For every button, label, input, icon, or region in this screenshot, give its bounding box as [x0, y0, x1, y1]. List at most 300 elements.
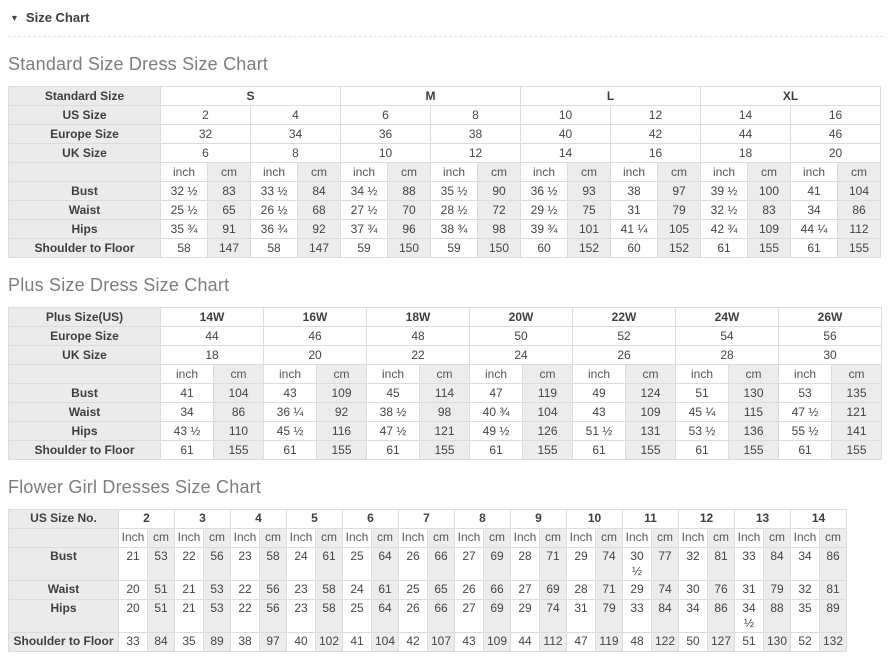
size-group-header: 11 [623, 510, 679, 529]
measurement-value: 92 [298, 220, 341, 239]
measurement-value: 119 [596, 633, 623, 652]
measurement-value: 114 [420, 384, 470, 403]
measurement-value: 20 [119, 581, 148, 600]
size-group-header: 20W [470, 308, 573, 327]
unit-cm-header: cm [626, 365, 676, 384]
measurement-value: 23 [287, 581, 316, 600]
measurement-value: 29 ½ [521, 201, 568, 220]
measurement-value: 59 [341, 239, 388, 258]
size-value: 46 [264, 327, 367, 346]
size-value: 2 [161, 106, 251, 125]
measurement-value: 112 [838, 220, 881, 239]
measurement-value: 104 [523, 403, 573, 422]
size-group-row [9, 510, 847, 529]
size-value: 38 [431, 125, 521, 144]
measurement-value: 58 [161, 239, 208, 258]
size-group-header: 12 [679, 510, 735, 529]
measurement-value: 27 [455, 548, 484, 581]
size-group-header: 7 [399, 510, 455, 529]
measurement-value: 84 [148, 633, 175, 652]
measurement-value: 109 [317, 384, 367, 403]
size-meta-row [9, 125, 881, 144]
row-label: Waist [9, 581, 119, 600]
measurement-value: 29 [511, 600, 540, 633]
measurement-value: 22 [175, 548, 204, 581]
row-label: Shoulder to Floor [9, 239, 161, 258]
measurement-value: 150 [388, 239, 431, 258]
size-value: 44 [161, 327, 264, 346]
measurement-value: 84 [298, 182, 341, 201]
unit-cm-header: cm [596, 529, 623, 548]
size-value: 24 [470, 346, 573, 365]
unit-cm-header: cm [838, 163, 881, 182]
measurement-value: 27 [511, 581, 540, 600]
measurement-value: 51 [735, 633, 764, 652]
measurement-value: 93 [568, 182, 611, 201]
size-value: 56 [779, 327, 882, 346]
unit-cm-header: cm [729, 365, 779, 384]
size-value: 36 [341, 125, 431, 144]
measurement-value: 65 [428, 581, 455, 600]
row-label-empty [9, 365, 161, 384]
measurement-value: 58 [316, 581, 343, 600]
measurement-value: 42 ¾ [701, 220, 748, 239]
size-value: 50 [470, 327, 573, 346]
measurement-value: 130 [764, 633, 791, 652]
size-value: 14 [701, 106, 791, 125]
measurement-value: 98 [478, 220, 521, 239]
measurement-value: 47 ½ [367, 422, 420, 441]
measurement-value: 61 [316, 548, 343, 581]
unit-row [9, 163, 881, 182]
measurement-value: 147 [298, 239, 341, 258]
measurement-value: 155 [523, 441, 573, 460]
row-label: Standard Size [9, 87, 161, 106]
size-group-header: 6 [343, 510, 399, 529]
flower-girl-chart-title: Flower Girl Dresses Size Chart [8, 477, 262, 497]
measurement-value: 88 [388, 182, 431, 201]
measurement-value: 53 ½ [676, 422, 729, 441]
measurement-value: 81 [708, 548, 735, 581]
measurement-value: 36 ½ [521, 182, 568, 201]
plus-size-section [8, 275, 883, 460]
measurement-value: 35 ¾ [161, 220, 208, 239]
measurement-value: 126 [523, 422, 573, 441]
measurement-value: 66 [484, 581, 511, 600]
measurement-value: 104 [372, 633, 399, 652]
unit-inch-header: Inch [399, 529, 428, 548]
flower-girl-chart-table [8, 509, 847, 652]
measurement-value: 31 [611, 201, 658, 220]
measurement-value: 97 [260, 633, 287, 652]
size-group-header: 14W [161, 308, 264, 327]
measurement-value: 22 [231, 581, 260, 600]
measurement-value: 141 [832, 422, 882, 441]
measurement-value: 116 [317, 422, 367, 441]
plus-size-chart-table [8, 307, 882, 460]
row-label: Waist [9, 403, 161, 422]
measurement-value: 155 [626, 441, 676, 460]
measurement-value: 86 [214, 403, 264, 422]
measurement-value: 147 [208, 239, 251, 258]
size-meta-row [9, 327, 882, 346]
measurement-value: 122 [652, 633, 679, 652]
measurement-value: 30 ½ [623, 548, 652, 581]
size-meta-row [9, 144, 881, 163]
measurement-value: 43 [573, 403, 626, 422]
size-value: 46 [791, 125, 881, 144]
measurement-value: 109 [484, 633, 511, 652]
measurement-row [9, 581, 847, 600]
measurement-value: 75 [568, 201, 611, 220]
unit-row [9, 529, 847, 548]
measurement-value: 136 [729, 422, 779, 441]
row-label: UK Size [9, 346, 161, 365]
unit-inch-header: Inch [287, 529, 316, 548]
size-value: 6 [161, 144, 251, 163]
row-label: Hips [9, 600, 119, 633]
measurement-value: 155 [214, 441, 264, 460]
measurement-value: 45 ½ [264, 422, 317, 441]
size-value: 52 [573, 327, 676, 346]
unit-cm-header: cm [148, 529, 175, 548]
measurement-value: 100 [748, 182, 791, 201]
unit-inch-header: Inch [455, 529, 484, 548]
measurement-value: 40 [287, 633, 316, 652]
measurement-value: 107 [428, 633, 455, 652]
measurement-value: 26 [399, 548, 428, 581]
measurement-row [9, 220, 881, 239]
unit-inch-header: inch [431, 163, 478, 182]
measurement-value: 34 ½ [341, 182, 388, 201]
measurement-value: 81 [820, 581, 847, 600]
measurement-row [9, 403, 882, 422]
measurement-value: 72 [478, 201, 521, 220]
measurement-value: 127 [708, 633, 735, 652]
size-value: 6 [341, 106, 431, 125]
measurement-value: 44 ¼ [791, 220, 838, 239]
measurement-value: 41 ¼ [611, 220, 658, 239]
measurement-value: 109 [748, 220, 791, 239]
unit-cm-header: cm [208, 163, 251, 182]
row-label: US Size No. [9, 510, 119, 529]
unit-inch-header: inch [161, 163, 208, 182]
row-label: Bust [9, 182, 161, 201]
measurement-value: 53 [204, 600, 231, 633]
unit-inch-header: inch [791, 163, 838, 182]
row-label: Bust [9, 548, 119, 581]
measurement-value: 43 [455, 633, 484, 652]
measurement-value: 152 [658, 239, 701, 258]
size-value: 20 [791, 144, 881, 163]
unit-inch-header: Inch [735, 529, 764, 548]
measurement-value: 32 ½ [161, 182, 208, 201]
measurement-value: 132 [820, 633, 847, 652]
size-value: 22 [367, 346, 470, 365]
measurement-value: 91 [208, 220, 251, 239]
size-group-header: 22W [573, 308, 676, 327]
measurement-value: 36 ¼ [264, 403, 317, 422]
measurement-value: 38 [611, 182, 658, 201]
measurement-value: 42 [399, 633, 428, 652]
measurement-value: 50 [679, 633, 708, 652]
size-value: 44 [701, 125, 791, 144]
measurement-value: 60 [521, 239, 568, 258]
measurement-value: 61 [573, 441, 626, 460]
row-label: Europe Size [9, 125, 161, 144]
measurement-value: 102 [316, 633, 343, 652]
measurement-value: 25 [343, 600, 372, 633]
measurement-value: 61 [372, 581, 399, 600]
unit-inch-header: inch [701, 163, 748, 182]
measurement-value: 61 [701, 239, 748, 258]
measurement-value: 40 ¾ [470, 403, 523, 422]
unit-cm-header: cm [568, 163, 611, 182]
measurement-value: 21 [119, 548, 148, 581]
measurement-value: 24 [343, 581, 372, 600]
measurement-value: 84 [764, 548, 791, 581]
size-group-header: 3 [175, 510, 231, 529]
measurement-value: 28 [567, 581, 596, 600]
measurement-value: 26 [399, 600, 428, 633]
unit-cm-header: cm [652, 529, 679, 548]
row-label-empty [9, 163, 161, 182]
row-label: Hips [9, 220, 161, 239]
measurement-row [9, 548, 847, 581]
measurement-value: 25 ½ [161, 201, 208, 220]
measurement-value: 155 [748, 239, 791, 258]
measurement-value: 21 [175, 581, 204, 600]
measurement-value: 135 [832, 384, 882, 403]
row-label: Shoulder to Floor [9, 633, 119, 652]
unit-inch-header: inch [367, 365, 420, 384]
measurement-value: 68 [298, 201, 341, 220]
measurement-value: 51 ½ [573, 422, 626, 441]
measurement-value: 45 [367, 384, 420, 403]
measurement-value: 89 [204, 633, 231, 652]
measurement-value: 34 [791, 201, 838, 220]
measurement-value: 41 [161, 384, 214, 403]
size-group-header: 10 [567, 510, 623, 529]
measurement-value: 61 [676, 441, 729, 460]
size-value: 16 [791, 106, 881, 125]
measurement-value: 105 [658, 220, 701, 239]
measurement-value: 32 [679, 548, 708, 581]
measurement-value: 43 [264, 384, 317, 403]
measurement-value: 74 [596, 548, 623, 581]
measurement-value: 121 [420, 422, 470, 441]
row-label: Waist [9, 201, 161, 220]
size-group-header: 18W [367, 308, 470, 327]
measurement-value: 34 [161, 403, 214, 422]
size-group-header: 13 [735, 510, 791, 529]
measurement-value: 88 [764, 600, 791, 633]
measurement-value: 53 [779, 384, 832, 403]
measurement-value: 26 ½ [251, 201, 298, 220]
measurement-value: 36 ¾ [251, 220, 298, 239]
size-value: 18 [701, 144, 791, 163]
measurement-value: 79 [596, 600, 623, 633]
measurement-value: 41 [343, 633, 372, 652]
size-value: 10 [341, 144, 431, 163]
measurement-row [9, 441, 882, 460]
size-group-header: 5 [287, 510, 343, 529]
size-group-header: 26W [779, 308, 882, 327]
measurement-value: 121 [832, 403, 882, 422]
row-label-empty [9, 529, 119, 548]
row-label: US Size [9, 106, 161, 125]
size-value: 12 [431, 144, 521, 163]
measurement-value: 34 [679, 600, 708, 633]
measurement-value: 38 ¾ [431, 220, 478, 239]
size-value: 14 [521, 144, 611, 163]
measurement-value: 27 [455, 600, 484, 633]
unit-cm-header: cm [214, 365, 264, 384]
measurement-value: 20 [119, 600, 148, 633]
measurement-value: 38 ½ [367, 403, 420, 422]
measurement-value: 29 [623, 581, 652, 600]
measurement-value: 97 [658, 182, 701, 201]
measurement-value: 131 [626, 422, 676, 441]
measurement-value: 96 [388, 220, 431, 239]
measurement-value: 37 ¾ [341, 220, 388, 239]
measurement-value: 35 ½ [431, 182, 478, 201]
measurement-value: 152 [568, 239, 611, 258]
size-value: 12 [611, 106, 701, 125]
measurement-value: 34 ½ [735, 600, 764, 633]
measurement-value: 33 ½ [251, 182, 298, 201]
measurement-value: 58 [260, 548, 287, 581]
size-value: 8 [251, 144, 341, 163]
measurement-value: 90 [478, 182, 521, 201]
unit-inch-header: Inch [175, 529, 204, 548]
measurement-value: 92 [317, 403, 367, 422]
size-value: 42 [611, 125, 701, 144]
size-value: 4 [251, 106, 341, 125]
unit-cm-header: cm [832, 365, 882, 384]
size-group-header: 4 [231, 510, 287, 529]
unit-cm-header: cm [748, 163, 791, 182]
unit-inch-header: Inch [119, 529, 148, 548]
measurement-value: 66 [428, 600, 455, 633]
row-label: Plus Size(US) [9, 308, 161, 327]
measurement-value: 33 [623, 600, 652, 633]
measurement-value: 130 [729, 384, 779, 403]
unit-inch-header: inch [251, 163, 298, 182]
measurement-value: 101 [568, 220, 611, 239]
size-value: 28 [676, 346, 779, 365]
measurement-value: 26 [455, 581, 484, 600]
measurement-value: 69 [540, 581, 567, 600]
size-group-header: 16W [264, 308, 367, 327]
measurement-value: 61 [367, 441, 420, 460]
unit-inch-header: inch [779, 365, 832, 384]
unit-cm-header: cm [298, 163, 341, 182]
chevron-down-icon: ▼ [10, 13, 19, 23]
size-value: 48 [367, 327, 470, 346]
measurement-value: 28 [511, 548, 540, 581]
measurement-value: 69 [484, 600, 511, 633]
unit-inch-header: inch [161, 365, 214, 384]
measurement-value: 86 [708, 600, 735, 633]
measurement-value: 33 [119, 633, 148, 652]
unit-cm-header: cm [708, 529, 735, 548]
measurement-value: 28 ½ [431, 201, 478, 220]
measurement-value: 47 ½ [779, 403, 832, 422]
row-label: Europe Size [9, 327, 161, 346]
measurement-value: 25 [399, 581, 428, 600]
unit-cm-header: cm [764, 529, 791, 548]
measurement-row [9, 182, 881, 201]
size-chart-toggle[interactable] [8, 4, 883, 37]
unit-inch-header: Inch [567, 529, 596, 548]
measurement-value: 56 [260, 600, 287, 633]
measurement-value: 58 [316, 600, 343, 633]
measurement-value: 69 [484, 548, 511, 581]
measurement-value: 61 [470, 441, 523, 460]
measurement-value: 25 [343, 548, 372, 581]
size-value: 32 [161, 125, 251, 144]
size-group-row [9, 87, 881, 106]
size-group-header: L [521, 87, 701, 106]
measurement-value: 27 ½ [341, 201, 388, 220]
measurement-value: 51 [148, 581, 175, 600]
unit-inch-header: Inch [679, 529, 708, 548]
unit-cm-header: cm [316, 529, 343, 548]
row-label: Shoulder to Floor [9, 441, 161, 460]
measurement-value: 23 [287, 600, 316, 633]
measurement-value: 51 [676, 384, 729, 403]
measurement-value: 58 [251, 239, 298, 258]
size-group-header: 14 [791, 510, 847, 529]
measurement-value: 98 [420, 403, 470, 422]
measurement-value: 109 [626, 403, 676, 422]
unit-cm-header: cm [317, 365, 367, 384]
measurement-value: 39 ¾ [521, 220, 568, 239]
measurement-value: 155 [729, 441, 779, 460]
size-value: 10 [521, 106, 611, 125]
measurement-value: 60 [611, 239, 658, 258]
measurement-row [9, 600, 847, 633]
unit-inch-header: inch [611, 163, 658, 182]
measurement-value: 49 [573, 384, 626, 403]
measurement-value: 38 [231, 633, 260, 652]
unit-cm-header: cm [540, 529, 567, 548]
measurement-value: 35 [791, 600, 820, 633]
size-group-header: XL [701, 87, 881, 106]
measurement-value: 32 [791, 581, 820, 600]
unit-inch-header: Inch [231, 529, 260, 548]
measurement-value: 52 [791, 633, 820, 652]
size-value: 20 [264, 346, 367, 365]
size-value: 30 [779, 346, 882, 365]
measurement-value: 45 ¼ [676, 403, 729, 422]
measurement-value: 66 [428, 548, 455, 581]
measurement-value: 79 [658, 201, 701, 220]
flower-girl-section [8, 477, 883, 652]
unit-cm-header: cm [260, 529, 287, 548]
unit-inch-header: Inch [623, 529, 652, 548]
row-label: UK Size [9, 144, 161, 163]
measurement-value: 53 [204, 581, 231, 600]
measurement-value: 61 [161, 441, 214, 460]
measurement-value: 104 [214, 384, 264, 403]
measurement-value: 61 [264, 441, 317, 460]
measurement-value: 83 [208, 182, 251, 201]
measurement-value: 65 [208, 201, 251, 220]
unit-cm-header: cm [420, 365, 470, 384]
unit-row [9, 365, 882, 384]
